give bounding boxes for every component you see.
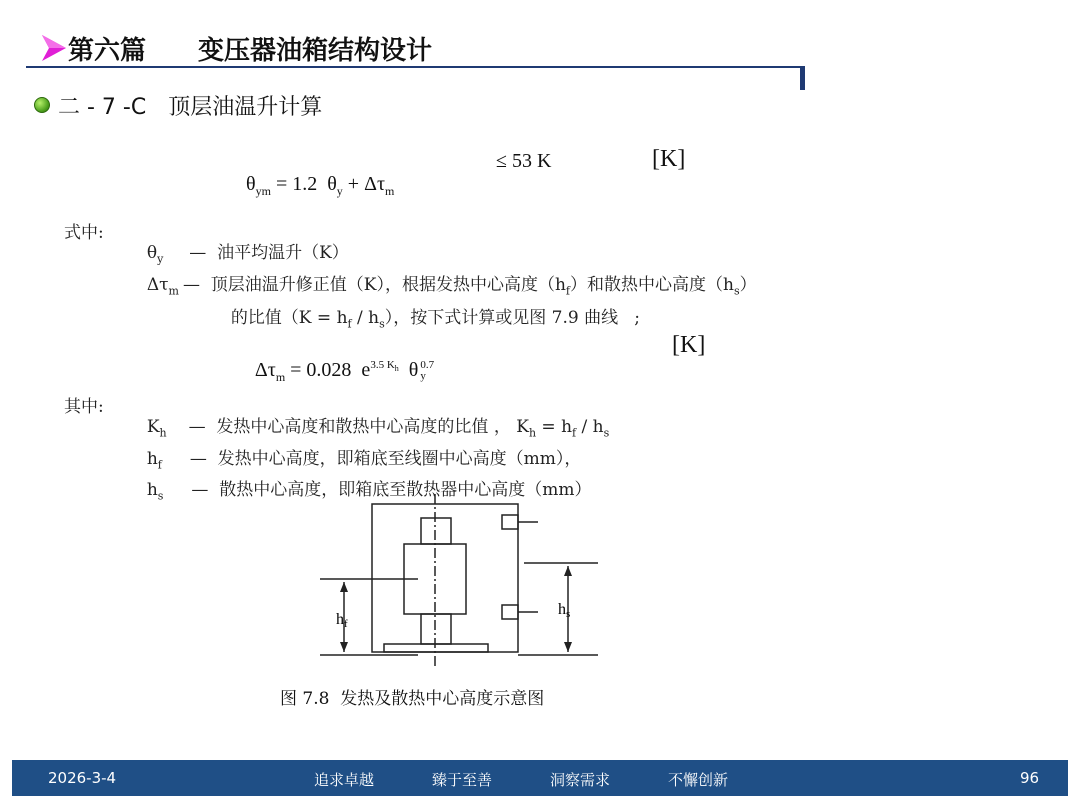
def2-text3: ）: [739, 275, 757, 295]
footer-motto-3: 洞察需求: [550, 771, 611, 789]
footer-date: 2026-3-4: [48, 769, 117, 787]
formula1-term-b: + Δτ: [342, 173, 385, 195]
def2-sub-f: f: [565, 284, 570, 298]
formula2-unit: [K]: [672, 332, 706, 358]
formula-top-oil-rise: [236, 150, 394, 199]
title-underline-tick: [800, 66, 805, 90]
kh-text3: / h: [576, 417, 604, 437]
formula1-lhs-sub: ym: [255, 184, 271, 198]
formula1-term-a: = 1.2 θ: [270, 173, 337, 195]
where-label: 其中:: [64, 397, 104, 417]
footer-motto-4: 不懈创新: [668, 771, 729, 789]
def1-symbol: θ: [146, 243, 158, 263]
section-heading: [34, 90, 322, 120]
title-underline: [26, 66, 804, 68]
def2-text2: ）和散热中心高度（h: [569, 275, 734, 295]
slide-title-text: 第六篇 变压器油箱结构设计: [68, 35, 433, 66]
def3-sub-s: s: [379, 317, 385, 331]
hf-text: — 发热中心高度，即箱底至线圈中心高度（mm），: [189, 449, 582, 469]
def1-text: — 油平均温升（K）: [189, 243, 349, 263]
formula2-exponent: [370, 359, 399, 374]
def2-sub-s: s: [733, 284, 740, 298]
hf-symbol: h: [146, 449, 158, 469]
footer-bar: [12, 760, 1068, 796]
def3-text2: / h: [351, 308, 380, 328]
formula1-term-b-sub: m: [384, 184, 395, 198]
formula1-limit: ≤ 53 K: [496, 150, 552, 172]
def2-symbol-sub: m: [168, 284, 179, 298]
formula1-lhs: θ: [246, 173, 256, 195]
definition-ratio: [220, 283, 640, 330]
footer-motto-1: 追求卓越: [314, 771, 375, 789]
hf-symbol-sub: f: [157, 458, 162, 472]
figure-caption: 图 7.8 发热及散热中心高度示意图: [280, 689, 545, 709]
hf-label: hf: [336, 611, 348, 630]
formula2-theta-scripts: [420, 360, 434, 382]
core-bottom: [421, 614, 451, 644]
kh-symbol-sub: h: [159, 426, 167, 440]
def2-text: — 顶层油温升修正值（K），根据发热中心高度（h: [182, 275, 566, 295]
center-height-diagram: [300, 490, 620, 670]
page-number: 96: [1020, 769, 1040, 787]
def1-symbol-sub: y: [157, 252, 164, 266]
base-plate: [384, 644, 488, 652]
lower-flange: [502, 605, 518, 619]
def3-sub-f: f: [347, 317, 352, 331]
def3-text3: ），按下式计算或见图 7.9 曲线 ;: [384, 308, 641, 328]
kh-text2: = h: [536, 417, 573, 437]
hs-arrow-up: [564, 566, 572, 576]
hs-arrow-down: [564, 642, 572, 652]
green-bullet-icon: [34, 97, 50, 113]
kh-sub3: f: [572, 426, 577, 440]
formula2-lhs-sub: m: [275, 370, 286, 384]
formula2-mid: = 0.028 e: [285, 359, 371, 381]
hf-arrow-up: [340, 582, 348, 592]
kh-sub2: h: [528, 426, 537, 440]
section-heading-text: 二 - 7 -C 顶层油温升计算: [58, 94, 323, 120]
hs-symbol: h: [146, 480, 158, 500]
upper-flange: [502, 515, 518, 529]
slide-title: [40, 28, 432, 68]
formula2-lhs: Δτ: [254, 359, 276, 381]
formula2-theta: θ: [398, 359, 419, 381]
def2-symbol: Δτ: [146, 275, 169, 295]
formula2-theta-sup: 0.7: [420, 359, 435, 372]
kh-sub4: s: [603, 426, 610, 440]
tank-outline: [372, 504, 518, 652]
kh-text: — 发热中心高度和散热中心高度的比值 ， K: [188, 417, 529, 437]
hs-label: hs: [558, 601, 571, 620]
hf-arrow-down: [340, 642, 348, 652]
formula1-term-a-sub: y: [336, 184, 343, 198]
formula2-theta-sub: y: [420, 370, 426, 383]
definitions-label: 式中:: [64, 223, 104, 243]
formula2-exp-text: 3.5 K: [370, 359, 395, 372]
footer-motto-2: 臻于至善: [432, 771, 493, 789]
kh-symbol: K: [146, 417, 160, 437]
def3-text: 的比值（K = h: [230, 308, 348, 328]
hs-text: — 散热中心高度，即箱底至散热器中心高度（mm）: [191, 480, 592, 500]
hs-symbol-sub: s: [157, 489, 164, 503]
formula-delta-tau: [246, 336, 434, 385]
core-top: [421, 518, 451, 544]
formula1-unit: [K]: [652, 146, 686, 172]
formula2-exp-sub: h: [394, 364, 399, 374]
arrow-bullet-icon: [40, 33, 68, 63]
